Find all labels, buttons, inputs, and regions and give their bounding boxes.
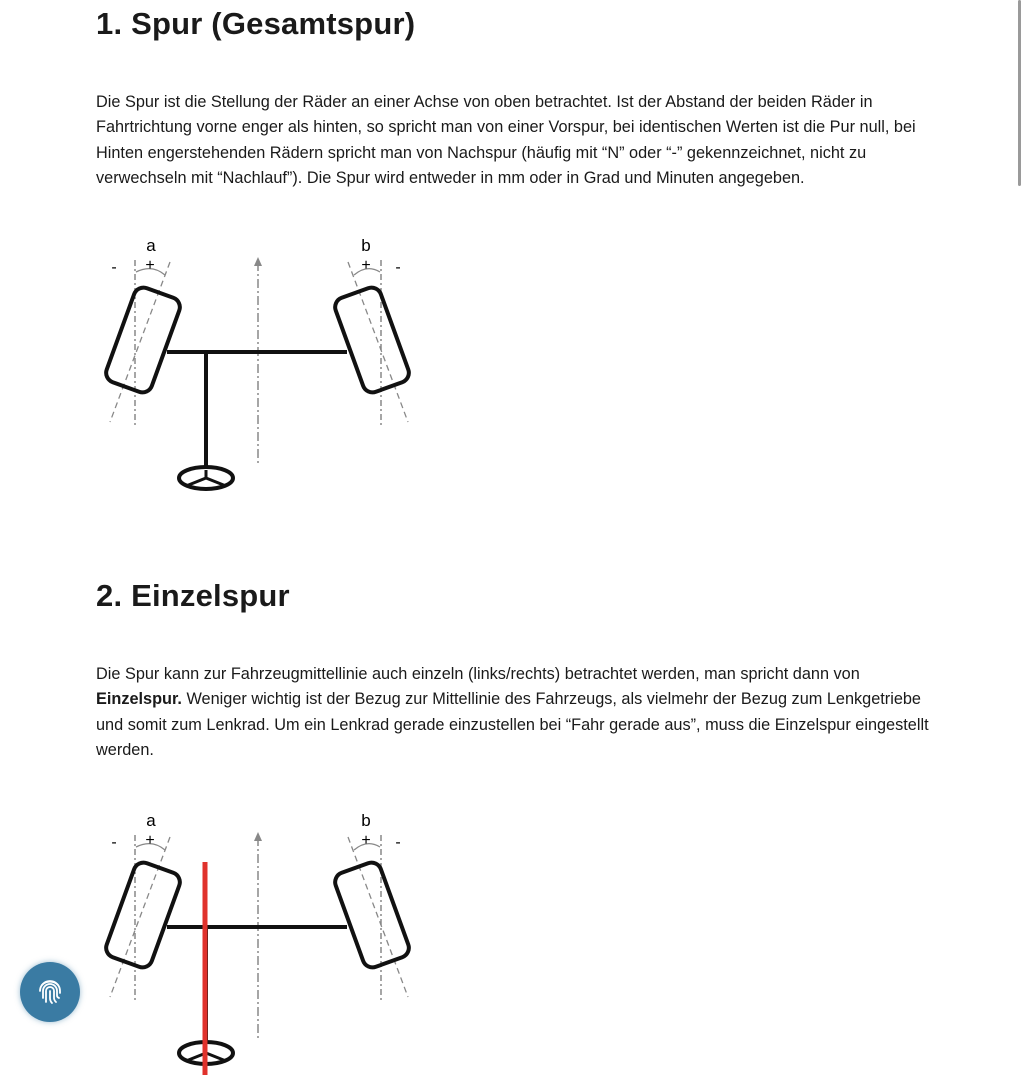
right-wheel (332, 860, 411, 970)
label-a: a (146, 236, 156, 255)
plus-right: + (361, 832, 371, 849)
label-a: a (146, 811, 156, 830)
section-heading-spur: 1. Spur (Gesamtspur) (96, 6, 416, 41)
text: Weniger wichtig ist der Bezug zur Mittellinie des Fahrzeugs, als vielmehr der Bezug zum Lenkgetriebe und somit zum Lenkrad. Um ein Lenkrad gerade einzustellen bei “Fahr gerade aus”, muss die Einzelspur eingestellt werden. (96, 690, 929, 759)
plus-right: + (361, 257, 371, 274)
bold-term: Einzelspur. (96, 690, 182, 709)
direction-arrow-icon (254, 832, 262, 841)
text: Die Spur kann zur Fahrzeugmittellinie auch einzeln (links/rechts) betrachtet werden, man spricht dann von (96, 665, 860, 683)
minus-right: - (395, 259, 401, 276)
direction-arrow-icon (254, 257, 262, 266)
plus-left: + (145, 257, 155, 274)
left-wheel (103, 860, 182, 970)
label-b: b (361, 236, 371, 255)
right-wheel (332, 285, 411, 395)
scrollbar[interactable] (1018, 0, 1021, 186)
label-b: b (361, 811, 371, 830)
minus-right: - (395, 834, 401, 851)
section-heading-einzelspur: 2. Einzelspur (96, 578, 290, 613)
toe-diagram-total (90, 220, 430, 500)
minus-left: - (111, 259, 117, 276)
fingerprint-button[interactable] (20, 962, 80, 1022)
section-paragraph-spur: Die Spur ist die Stellung der Räder an einer Achse von oben betrachtet. Ist der Abstand der beiden Räder in Fahrtrichtung vorne enger als hinten, so spricht man von einer Vorspur, bei identischen Werten ist die Pur null, bei Hinten engerstehenden Rädern spricht man von Nachspur (häufig mit “N” oder “-” gekennzeichnet, nicht zu verwechseln mit “Nachlauf”). Die Spur wird entweder in mm oder in Grad und Minuten angegeben. (96, 93, 916, 187)
section-paragraph-einzelspur (96, 662, 936, 763)
left-wheel (103, 285, 182, 395)
minus-left: - (111, 834, 117, 851)
fingerprint-icon (34, 976, 66, 1008)
plus-left: + (145, 832, 155, 849)
toe-diagram-individual (90, 795, 430, 1075)
